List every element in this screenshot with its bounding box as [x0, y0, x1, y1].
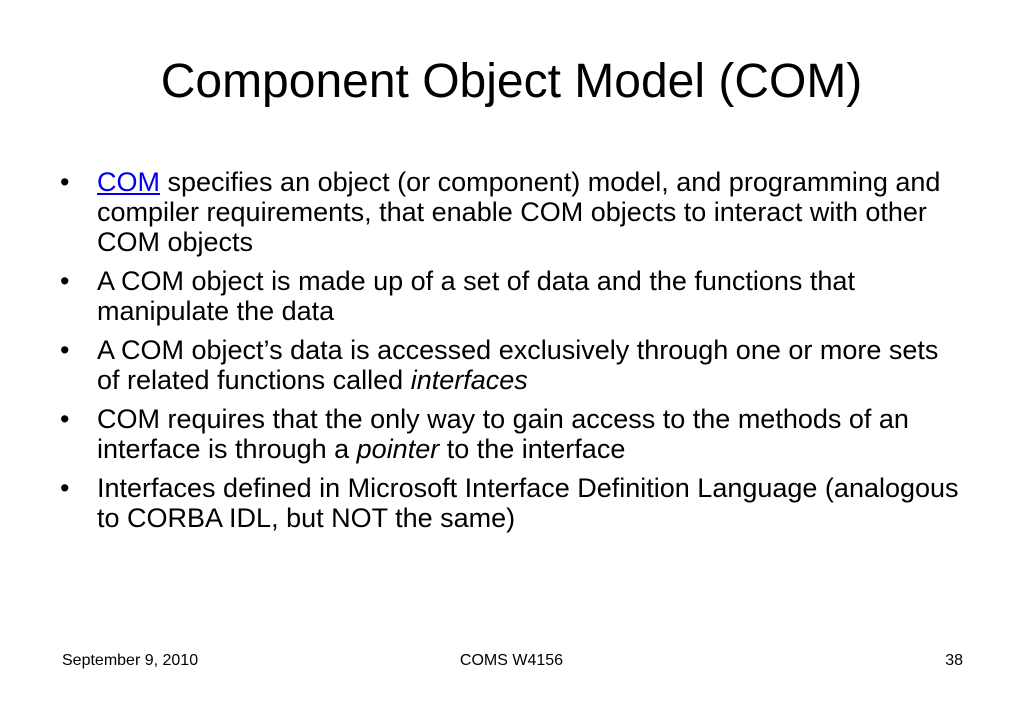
bullet-text: A COM object’s data is accessed exclusively through one or more sets of related functions called: [97, 335, 939, 395]
bullet-icon: •: [60, 335, 70, 365]
bullet-text: COM requires that the only way to gain access to the methods of an interface is through a: [97, 404, 909, 464]
bullet-icon: •: [60, 473, 70, 503]
bullet-emphasis: pointer: [356, 434, 440, 464]
footer-page-number: 38: [945, 652, 963, 669]
bullet-icon: •: [60, 404, 70, 434]
bullet-text: specifies an object (or component) model, and programming and compiler requirements, that enable COM objects to interact with other COM objects: [97, 167, 941, 257]
bullet-icon: •: [60, 167, 70, 197]
bullet-text-after: to the interface: [439, 434, 626, 464]
bullet-item-2: [60, 266, 960, 326]
com-link[interactable]: COM: [97, 167, 160, 197]
bullet-text: Interfaces defined in Microsoft Interface Definition Language (analogous to CORBA IDL, but NOT the same): [97, 473, 959, 533]
slide-title: Component Object Model (COM): [160, 55, 863, 108]
bullet-icon: •: [60, 266, 70, 296]
bullet-item-5: [60, 473, 960, 533]
bullet-item-3: [60, 335, 960, 395]
bullet-list: [60, 167, 960, 542]
bullet-text: A COM object is made up of a set of data and the functions that manipulate the data: [97, 266, 855, 326]
bullet-emphasis: interfaces: [410, 365, 528, 395]
footer-date: September 9, 2010: [62, 652, 199, 669]
bullet-item-1: [60, 167, 960, 257]
bullet-item-4: [60, 404, 960, 464]
footer-course: COMS W4156: [459, 652, 564, 669]
